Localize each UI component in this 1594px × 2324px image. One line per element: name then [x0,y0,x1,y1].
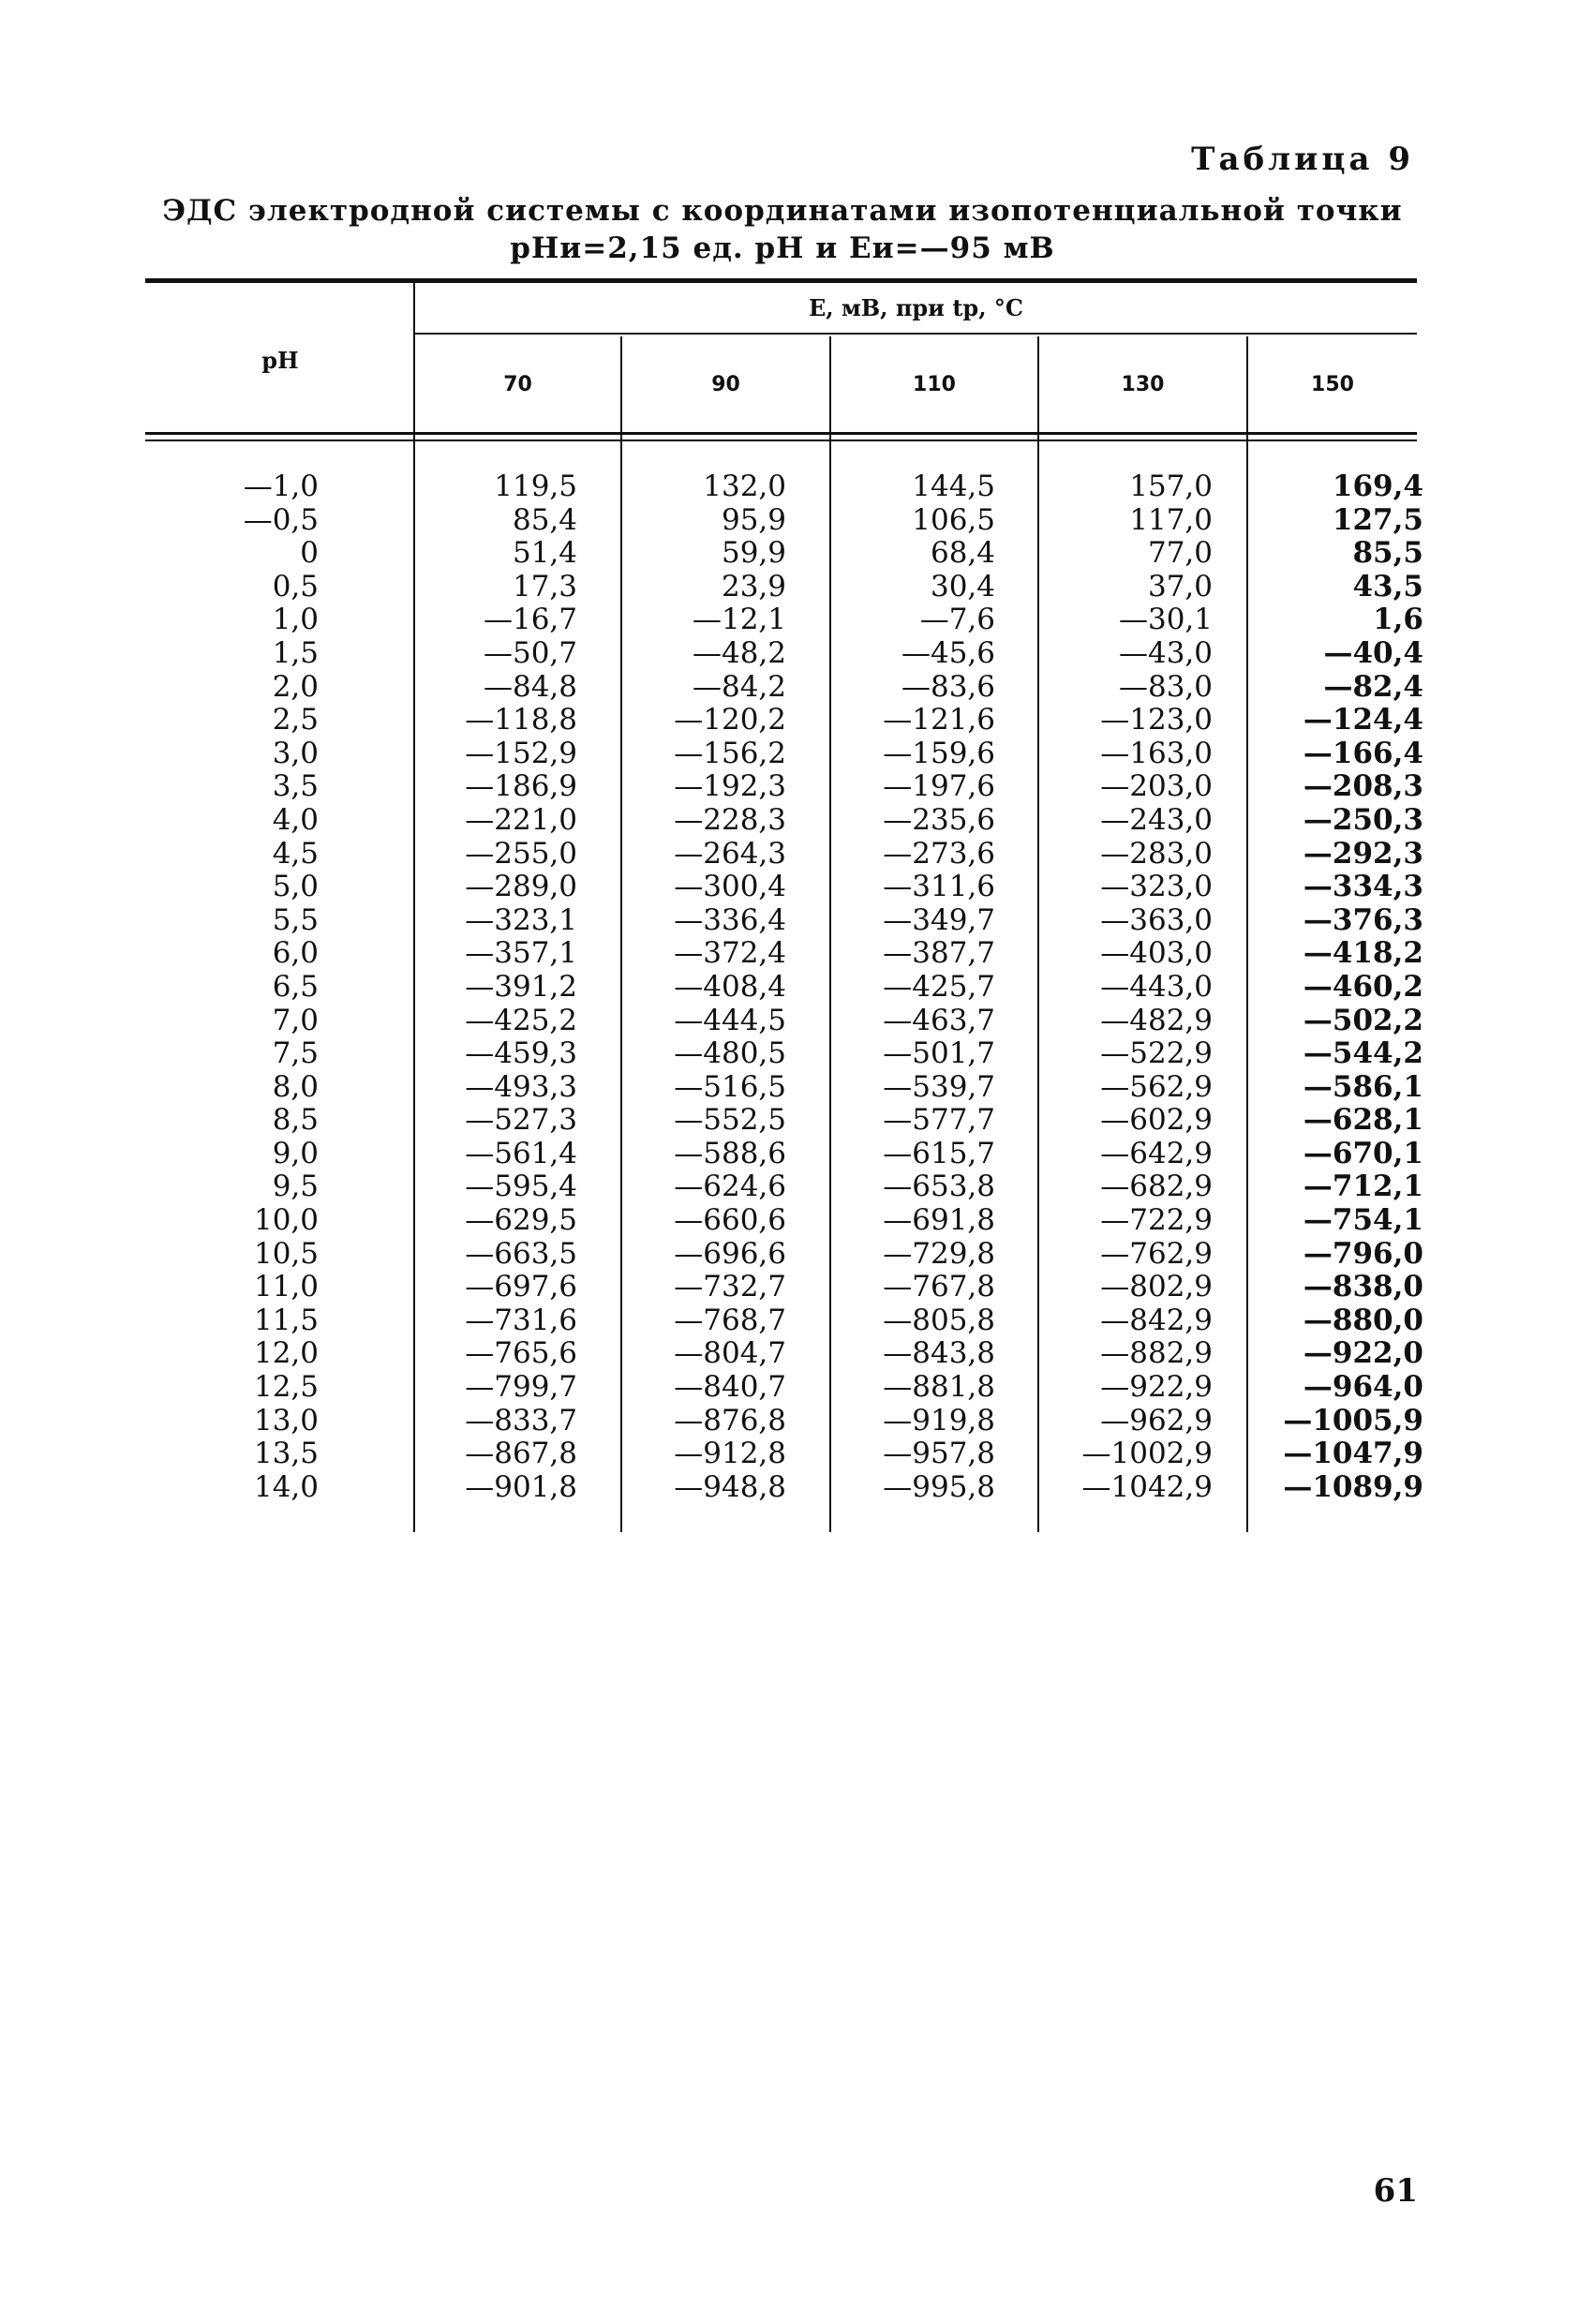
table-cell: 2,5 [272,703,319,737]
table-cell: —336,4 [674,902,786,937]
table-cell: —443,0 [1100,969,1213,1004]
table-cell: 3,5 [272,769,319,804]
table-cell: —300,4 [674,870,786,904]
table-cell: —602,9 [1100,1103,1213,1138]
table-cell: —691,8 [883,1203,995,1238]
header-bottom-rule [145,432,1417,435]
table-cell: —408,4 [674,969,786,1004]
table-cell: —250,3 [1303,802,1423,837]
table-cell: —357,1 [465,936,577,971]
table-cell: —1042,9 [1081,1469,1213,1504]
table-cell: —595,4 [465,1169,577,1204]
table-cell: —696,6 [674,1236,786,1271]
table-cell: —186,9 [465,769,577,804]
table-cell: —163,0 [1100,736,1213,770]
table-cell: —387,7 [883,936,995,971]
table-cell: 10,0 [253,1203,319,1238]
header-sub-rule [415,333,1417,335]
table-cell: 13,0 [253,1403,319,1438]
table-cell: 10,5 [253,1236,319,1271]
table-cell: —881,8 [883,1370,995,1405]
table-cell: 8,0 [272,1069,319,1104]
table-cell: —228,3 [674,802,786,837]
table-cell: —334,3 [1303,870,1423,904]
table-cell: —1089,9 [1283,1469,1423,1504]
table-cell: —120,2 [674,703,786,737]
table-cell: —552,5 [674,1103,786,1138]
table-cell: —876,8 [674,1403,786,1438]
table-cell: —363,0 [1100,902,1213,937]
table-cell: —197,6 [883,769,995,804]
table-cell: 85,5 [1352,536,1423,571]
table-cell: —273,6 [883,836,995,871]
table-cell: —292,3 [1303,836,1423,871]
table-cell: —391,2 [465,969,577,1004]
table-cell: —796,0 [1303,1236,1423,1271]
table-cell: —880,0 [1303,1303,1423,1337]
table-cell: —1005,9 [1283,1403,1423,1438]
table-cell: —159,6 [883,736,995,770]
table-cell: —561,4 [465,1136,577,1170]
header-bottom-rule-double [145,439,1417,441]
table-cell: 59,9 [721,536,786,571]
table-cell: —660,6 [674,1203,786,1238]
table-cell: —729,8 [883,1236,995,1271]
table-cell: —765,6 [465,1336,577,1371]
table-cell: —843,8 [883,1336,995,1371]
table-cell: 144,5 [912,469,995,503]
table-cell: —203,0 [1100,769,1213,804]
table-cell: 4,0 [272,802,319,837]
table-cell: 8,5 [272,1103,319,1138]
table-cell: —12,1 [692,603,786,637]
table-cell: 0 [300,536,319,571]
table-top-rule [145,278,1417,283]
table-cell: 11,0 [253,1270,319,1304]
table-cell: 157,0 [1129,469,1213,503]
table-cell: 117,0 [1129,502,1213,537]
table-cell: —840,7 [674,1370,786,1405]
table-cell: 132,0 [703,469,786,503]
table-cell: —283,0 [1100,836,1213,871]
table-cell: 14,0 [253,1469,319,1504]
table-cell: —482,9 [1100,1003,1213,1037]
table-cell: —527,3 [465,1103,577,1138]
table-cell: 68,4 [930,536,995,571]
table-cell: —615,7 [883,1136,995,1170]
table-cell: —463,7 [883,1003,995,1037]
emf-column-110 [831,470,995,1504]
table-cell: 77,0 [1147,536,1213,571]
table-cell: 23,9 [721,569,786,603]
table-cell: —586,1 [1303,1069,1423,1104]
table-cell: —842,9 [1100,1303,1213,1337]
table-cell: —802,9 [1100,1270,1213,1304]
table-cell: 9,0 [272,1136,319,1170]
emf-column-130 [1039,470,1213,1504]
table-cell: —40,4 [1323,635,1423,670]
table-cell: —754,1 [1303,1203,1423,1238]
table-caption [141,192,1424,267]
table-cell: —221,0 [465,802,577,837]
table-cell: 6,5 [272,969,319,1004]
table-cell: 5,5 [272,902,319,937]
table-cell: —376,3 [1303,902,1423,937]
table-cell: 30,4 [930,569,995,603]
page-number: 61 [1373,2172,1418,2210]
table-cell: —425,2 [465,1003,577,1037]
table-cell: —50,7 [483,635,577,670]
table-cell: 12,0 [253,1336,319,1371]
table-cell: —922,9 [1100,1370,1213,1405]
emf-column-90 [622,470,786,1504]
table-cell: —588,6 [674,1136,786,1170]
table-cell: 1,0 [272,603,319,637]
table-cell: —516,5 [674,1069,786,1104]
table-cell: —539,7 [883,1069,995,1104]
table-cell: —460,2 [1303,969,1423,1004]
table-cell: —653,8 [883,1169,995,1204]
table-cell: —208,3 [1303,769,1423,804]
table-cell: —418,2 [1303,936,1423,971]
table-cell: —962,9 [1100,1403,1213,1438]
table-cell: —833,7 [465,1403,577,1438]
table-cell: 119,5 [494,469,577,503]
table-cell: —912,8 [674,1437,786,1471]
table-cell: 3,0 [272,736,319,770]
temp-header-110: 110 [913,373,956,396]
table-cell: —767,8 [883,1270,995,1304]
table-cell: 7,5 [272,1036,319,1071]
table-cell: —995,8 [883,1469,995,1504]
table-cell: —867,8 [465,1437,577,1471]
table-cell: —1,0 [243,469,319,503]
table-cell: 9,5 [272,1169,319,1204]
table-cell: —264,3 [674,836,786,871]
table-cell: —562,9 [1100,1069,1213,1104]
table-cell: —45,6 [901,635,995,670]
table-cell: —323,1 [465,902,577,937]
table-cell: —964,0 [1303,1370,1423,1405]
table-cell: —762,9 [1100,1236,1213,1271]
table-cell: —922,0 [1303,1336,1423,1371]
table-cell: —403,0 [1100,936,1213,971]
table-cell: —84,8 [483,669,577,704]
table-cell: —83,0 [1118,669,1213,704]
temp-header-130: 130 [1121,373,1165,396]
table-cell: —663,5 [465,1236,577,1271]
ph-values-column [145,470,319,1504]
table-cell: —83,6 [901,669,995,704]
table-number-label: Таблица 9 [1191,141,1414,178]
emf-column-70 [415,470,577,1504]
table-cell: —670,1 [1303,1136,1423,1170]
table-cell: —901,8 [465,1469,577,1504]
table-cell: 5,0 [272,870,319,904]
table-cell: 169,4 [1332,469,1423,503]
table-cell: 2,0 [272,669,319,704]
table-cell: —43,0 [1118,635,1213,670]
table-cell: —1002,9 [1081,1437,1213,1471]
table-cell: 127,5 [1332,502,1423,537]
table-cell: —166,4 [1303,736,1423,770]
table-cell: —799,7 [465,1370,577,1405]
table-cell: 1,6 [1373,603,1423,637]
table-cell: —156,2 [674,736,786,770]
table-cell: 13,5 [253,1437,319,1471]
table-cell: —722,9 [1100,1203,1213,1238]
table-cell: —235,6 [883,802,995,837]
table-cell: —493,3 [465,1069,577,1104]
table-cell: —243,0 [1100,802,1213,837]
table-cell: —501,7 [883,1036,995,1071]
table-cell: —544,2 [1303,1036,1423,1071]
table-cell: —255,0 [465,836,577,871]
table-cell: 106,5 [912,502,995,537]
emf-column-header: E, мВ, при tр, °C [808,294,1024,321]
table-cell: —152,9 [465,736,577,770]
temp-header-90: 90 [711,373,740,396]
table-cell: —311,6 [883,870,995,904]
caption-line-1: ЭДС электродной системы с координатами изопотенциальной точки [162,194,1403,228]
table-cell: 7,0 [272,1003,319,1037]
table-cell: —522,9 [1100,1036,1213,1071]
table-cell: —502,2 [1303,1003,1423,1037]
temp-header-150: 150 [1311,373,1354,396]
table-cell: —84,2 [692,669,786,704]
table-cell: —425,7 [883,969,995,1004]
table-cell: 1,5 [272,635,319,670]
table-cell: —48,2 [692,635,786,670]
table-cell: —118,8 [465,703,577,737]
table-cell: —0,5 [243,502,319,537]
table-cell: —838,0 [1303,1270,1423,1304]
table-cell: 11,5 [253,1303,319,1337]
table-cell: —805,8 [883,1303,995,1337]
emf-column-150 [1248,470,1423,1504]
table-cell: —882,9 [1100,1336,1213,1371]
table-cell: 37,0 [1147,569,1213,603]
table-cell: —480,5 [674,1036,786,1071]
table-cell: —192,3 [674,769,786,804]
table-cell: 17,3 [512,569,577,603]
table-cell: —697,6 [465,1270,577,1304]
table-cell: —731,6 [465,1303,577,1337]
table-cell: —7,6 [919,603,995,637]
table-cell: 51,4 [512,536,577,571]
table-cell: 6,0 [272,936,319,971]
table-cell: —804,7 [674,1336,786,1371]
table-cell: —732,7 [674,1270,786,1304]
caption-line-2: pHи=2,15 ед. pH и Eи=—95 мВ [510,231,1055,265]
table-cell: —682,9 [1100,1169,1213,1204]
table-cell: —948,8 [674,1469,786,1504]
table-cell: —123,0 [1100,703,1213,737]
table-cell: —289,0 [465,870,577,904]
table-cell: —919,8 [883,1403,995,1438]
table-cell: 4,5 [272,836,319,871]
table-cell: —16,7 [483,603,577,637]
table-cell: —628,1 [1303,1103,1423,1138]
table-cell: —349,7 [883,902,995,937]
table-cell: —957,8 [883,1437,995,1471]
table-cell: —1047,9 [1283,1437,1423,1471]
table-cell: —577,7 [883,1103,995,1138]
table-cell: —712,1 [1303,1169,1423,1204]
table-cell: —121,6 [883,703,995,737]
table-cell: —642,9 [1100,1136,1213,1170]
temp-header-70: 70 [503,373,532,396]
table-cell: —624,6 [674,1169,786,1204]
table-cell: —323,0 [1100,870,1213,904]
table-cell: —629,5 [465,1203,577,1238]
table-cell: —444,5 [674,1003,786,1037]
table-cell: —82,4 [1323,669,1423,704]
table-cell: —124,4 [1303,703,1423,737]
table-cell: —768,7 [674,1303,786,1337]
table-cell: 95,9 [721,502,786,537]
table-cell: —372,4 [674,936,786,971]
table-cell: 0,5 [272,569,319,603]
table-cell: —30,1 [1118,603,1213,637]
ph-column-header: pH [261,347,299,374]
table-cell: 85,4 [512,502,577,537]
table-cell: —459,3 [465,1036,577,1071]
table-cell: 43,5 [1352,569,1423,603]
table-cell: 12,5 [253,1370,319,1405]
